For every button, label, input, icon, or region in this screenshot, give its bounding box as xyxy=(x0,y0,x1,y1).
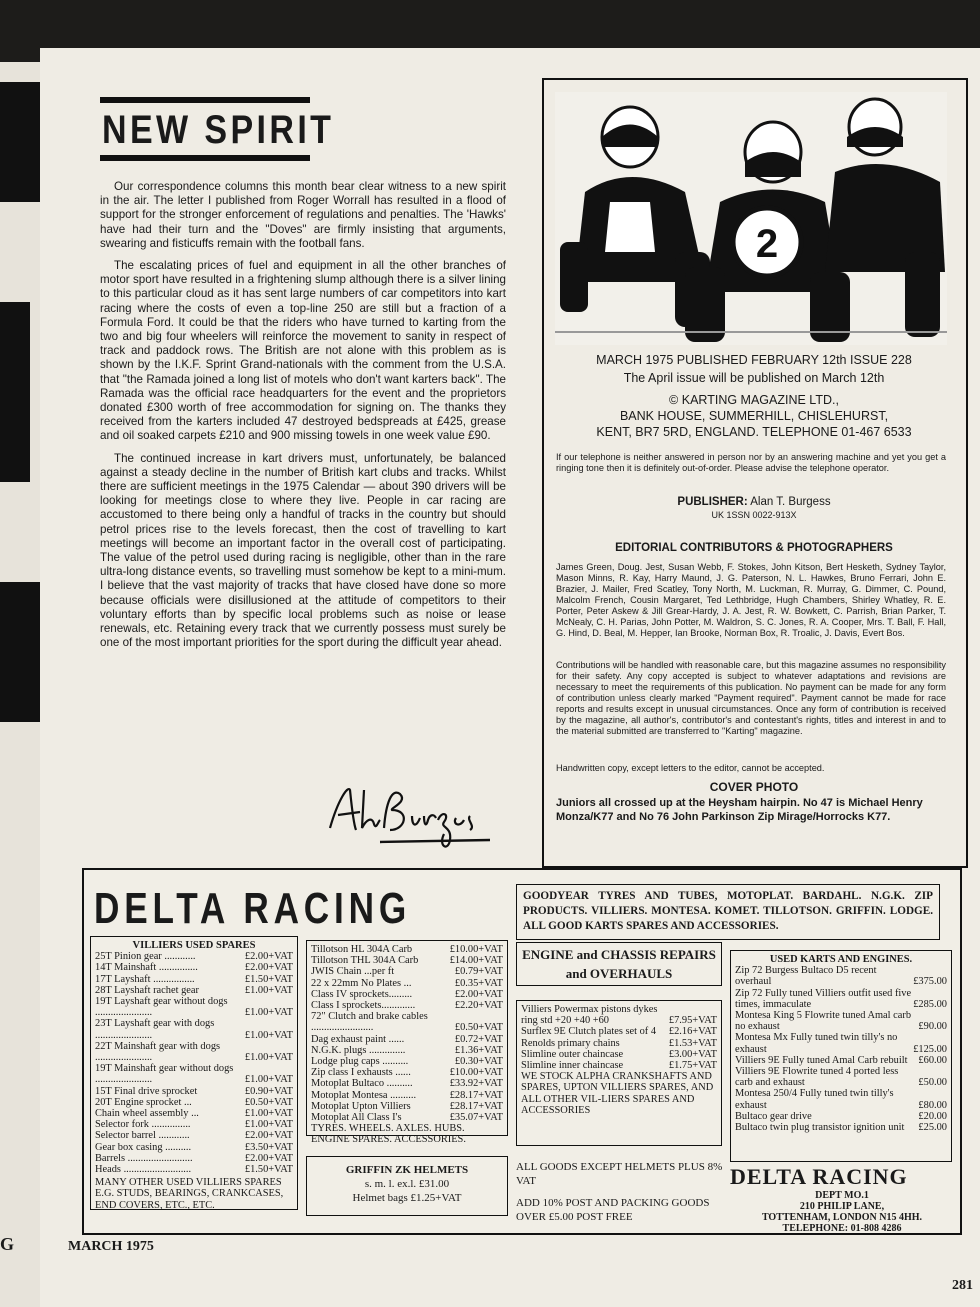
tillotson-item-label: Tillotson HL 304A Carb xyxy=(311,944,413,955)
used-title: USED KARTS AND ENGINES. xyxy=(769,954,913,965)
used-item xyxy=(735,1010,947,1032)
used-item xyxy=(735,1111,947,1122)
villiers-item-price: £1.00+VAT xyxy=(244,1029,293,1041)
phone-note: If our telephone is neither answered in person nor by an answering machine and yet you get a ringing tone then it is definitely out-of-order. Please advise the telephone operator. xyxy=(556,452,946,473)
tillotson-list xyxy=(311,944,503,1123)
villiers-item-price: £1.00+VAT xyxy=(244,1119,293,1131)
tillotson-item xyxy=(311,1056,503,1067)
engine-item-price: £1.53+VAT xyxy=(668,1037,717,1049)
tillotson-item-label: Motoplat Upton Villiers xyxy=(311,1100,411,1112)
tillotson-item-label: Dag exhaust paint ...... xyxy=(311,1033,405,1045)
villiers-item xyxy=(95,996,293,1018)
tillotson-item-price: £10.00+VAT xyxy=(449,1067,503,1079)
villiers-item-price: £1.00+VAT xyxy=(244,1052,293,1064)
villiers-item xyxy=(95,1153,293,1164)
tillotson-item-price: £28.17+VAT xyxy=(449,1100,503,1112)
engine-item-price: £3.00+VAT xyxy=(668,1048,717,1060)
copyright-line: © KARTING MAGAZINE LTD., xyxy=(669,393,839,407)
tillotson-item-label: Lodge plug caps .......... xyxy=(311,1056,409,1068)
used-item-label: Bultaco twin plug transistor ignition unit xyxy=(735,1122,905,1134)
used-item xyxy=(735,1055,947,1066)
tillotson-item-price: £0.72+VAT xyxy=(454,1033,503,1045)
villiers-item xyxy=(95,974,293,985)
headline-rule-top xyxy=(100,97,310,103)
tillotson-item xyxy=(311,978,503,989)
villiers-item xyxy=(95,1130,293,1141)
tillotson-item xyxy=(311,1090,503,1101)
villiers-item-label: 28T Layshaft rachet gear xyxy=(95,984,199,996)
used-item-label: Montesa 250/4 Fully tuned twin tilly's exhaust xyxy=(735,1088,894,1111)
tillotson-item-price: £0.30+VAT xyxy=(454,1056,503,1068)
villiers-item-price: £1.50+VAT xyxy=(244,1164,293,1176)
villiers-item-label: 25T Pinion gear ............ xyxy=(95,951,196,963)
villiers-item-price: £3.50+VAT xyxy=(244,1141,293,1153)
engine-item xyxy=(521,1004,717,1026)
tillotson-item xyxy=(311,1045,503,1056)
villiers-item-label: 22T Mainshaft gear with dogs ...................... xyxy=(95,1040,221,1064)
villiers-item xyxy=(95,1086,293,1097)
dealer-city: TOTTENHAM, LONDON N15 4HH. xyxy=(761,1212,923,1223)
used-item xyxy=(735,1088,947,1110)
engine-item xyxy=(521,1038,717,1049)
used-item-price: £50.00 xyxy=(918,1077,947,1089)
engine-item xyxy=(521,1060,717,1071)
engine-item xyxy=(521,1026,717,1037)
kart-number: 2 xyxy=(755,222,779,266)
engine-item-price: £7.95+VAT xyxy=(668,1015,717,1027)
used-list xyxy=(735,965,947,1133)
villiers-item-price: £2.00+VAT xyxy=(244,962,293,974)
contributors-title: EDITORIAL CONTRIBUTORS & PHOTOGRAPHERS xyxy=(615,542,893,554)
villiers-item-price: £1.00+VAT xyxy=(244,1007,293,1019)
used-item-label: Zip 72 Fully tuned Villiers outfit used five times, immaculate xyxy=(735,987,912,1010)
engine-item-label: Villiers Powermax pistons dykes ring std +20 +40 +60 xyxy=(521,1004,658,1027)
contributors-list: James Green, Doug. Jest, Susan Webb, F. Stokes, John Kitson, Bert Hesketh, Sydney Taylor, Mason Minns, R. Kay, Harry Maund, J. G. Paterson, N. L. Hawkes, Bruno Ferrari, John E. Brazier, J. Mailer, Fred Scatley, Tony North, M. Luckman, R. Murray, G. Dimmer, C. Pound, Malcolm French, Cousin Margaret, Ted Lethbridge, Hugh Chambers, Shirley Whatley, R. E. Porter, Peter Askew & Jill Grear-Hardy, J. A. Jest, R. W. Bowkett, C. Parrish, Brian Parker, T. McNealy, C. H. Parias, John Potter, M. Waldron, S. C. Jones, R. A. Cooper, Mrs. T. Ball, F. Hall, G. Hind, D. Beal, M. Hepper, Ian Brooke, Norman Box, R. Troalic, J. Davis, Evert Bos. xyxy=(556,562,946,638)
villiers-item xyxy=(95,1142,293,1153)
engine-item-label: Renolds primary chains xyxy=(521,1037,620,1049)
editorial-article xyxy=(100,180,506,659)
helmets-box xyxy=(306,1156,508,1216)
engine-item-label: Slimline outer chaincase xyxy=(521,1048,624,1060)
tillotson-item-label: Class IV sprockets......... xyxy=(311,988,413,1000)
tillotson-item-price: £28.17+VAT xyxy=(449,1089,503,1101)
used-item xyxy=(735,965,947,987)
contributions-note: Contributions will be handled with reasonable care, but this magazine assumes no responsibility for their safety. Any copy accepted is subject to whatever adaptations and revisions are necessary to meet the requirements of this publication. No payment can be made for any form of contribution unless clearly marked "Payment required". Payment cannot be made for race reports and results except in unusual circumstances. Once any form of contribution is received by the magazine, all author's, contributor's and contestant's rights, titles and interest in and to the material submitted are transferred to "Karting" magazine. xyxy=(556,660,946,736)
villiers-item xyxy=(95,1108,293,1119)
tillotson-item-price: £1.36+VAT xyxy=(454,1044,503,1056)
tillotson-item-label: Zip class I exhausts ...... xyxy=(311,1067,411,1079)
villiers-item-label: Gear box casing .......... xyxy=(95,1141,192,1153)
villiers-item xyxy=(95,951,293,962)
villiers-item-label: Barrels ......................... xyxy=(95,1152,193,1164)
engine-note: WE STOCK ALPHA CRANKSHAFTS AND SPARES, UPTON VILLIERS SPARES, AND ALL OTHER VIL-LIERS SPARES AND ACCESSORIES xyxy=(521,1071,714,1116)
engine-list xyxy=(521,1004,717,1071)
engine-item-price: £1.75+VAT xyxy=(668,1060,717,1072)
villiers-item-price: £0.50+VAT xyxy=(244,1096,293,1108)
villiers-note: MANY OTHER USED VILLIERS SPARES E.G. STUDS, BEARINGS, CRANKCASES, END COVERS, ETC., ETC. xyxy=(95,1177,284,1211)
villiers-item-label: 19T Mainshaft gear without dogs ...................... xyxy=(95,1063,234,1086)
tillotson-item-label: Class I sprockets............. xyxy=(311,1000,416,1012)
terms-block xyxy=(516,1160,724,1224)
dealer-street: 210 PHILIP LANE, xyxy=(799,1201,885,1212)
handwritten-note: Handwritten copy, except letters to the editor, cannot be accepted. xyxy=(556,763,825,773)
villiers-item-price: £2.00+VAT xyxy=(244,951,293,963)
used-item xyxy=(735,1032,947,1054)
used-item-label: Montesa Mx Fully tuned twin tilly's no exhaust xyxy=(735,1032,898,1055)
tillotson-item-label: Motoplat Montesa .......... xyxy=(311,1089,417,1101)
tillotson-item-label: 72" Clutch and brake cables ........................ xyxy=(311,1011,428,1034)
used-item-label: Villiers 9E Fully tuned Amal Carb rebuilt xyxy=(735,1054,908,1066)
terms-vat: ALL GOODS EXCEPT HELMETS PLUS 8% VAT xyxy=(516,1161,723,1187)
helmets-bags: Helmet bags £1.25+VAT xyxy=(352,1192,462,1204)
tillotson-item-price: £0.79+VAT xyxy=(454,966,503,978)
tillotson-item-label: Motoplat Bultaco .......... xyxy=(311,1078,413,1090)
tillotson-box xyxy=(306,940,508,1146)
villiers-item-price: £1.50+VAT xyxy=(244,973,293,985)
dealer-phone: TELEPHONE: 01-808 4286 xyxy=(782,1223,902,1234)
tillotson-item-label: 22 x 22mm No Plates ... xyxy=(311,977,412,989)
ad-title: DELTA RACING xyxy=(94,884,412,933)
helmets-sizes: s. m. l. ex.l. £31.00 xyxy=(364,1178,450,1190)
used-item-label: Zip 72 Burgess Bultaco D5 recent overhaul xyxy=(735,965,877,988)
left-page-edge xyxy=(0,62,44,1307)
article-paragraph: Our correspondence columns this month bear clear witness to a new spirit in the air. The letter I published from Roger Worrall has resulted in a flood of support for the stronger enforcement of regulations and penalties. The 'Hawks' have had their turn and the "Doves" are firmly insisting that arguments, swearing and fisticuffs remain with the football fans. xyxy=(100,180,506,250)
used-item-price: £25.00 xyxy=(918,1122,947,1134)
tillotson-item xyxy=(311,1112,503,1123)
engine-item-label: Surflex 9E Clutch plates set of 4 xyxy=(521,1026,657,1038)
engine-title-box: ENGINE and CHASSIS REPAIRS and OVERHAULS xyxy=(516,942,722,986)
used-item-price: £80.00 xyxy=(918,1099,947,1111)
villiers-item-price: £2.00+VAT xyxy=(244,1152,293,1164)
used-item xyxy=(735,1066,947,1088)
tillotson-item xyxy=(311,944,503,955)
villiers-item-price: £1.00+VAT xyxy=(244,1108,293,1120)
terms-postage: ADD 10% POST AND PACKING GOODS OVER £5.00 POST FREE xyxy=(516,1197,710,1223)
address-line-2: KENT, BR7 5RD, ENGLAND. TELEPHONE 01-467 6533 xyxy=(596,425,912,439)
used-item xyxy=(735,988,947,1010)
tillotson-item xyxy=(311,1101,503,1112)
tillotson-item-price: £0.50+VAT xyxy=(454,1022,503,1034)
issue-line: MARCH 1975 PUBLISHED FEBRUARY 12th ISSUE 228 xyxy=(596,353,912,367)
page-number: 281 xyxy=(952,1278,973,1293)
used-item-price: £285.00 xyxy=(913,998,947,1010)
dealer-block xyxy=(730,1164,954,1234)
tillotson-item xyxy=(311,989,503,1000)
engine-item xyxy=(521,1049,717,1060)
used-item-price: £90.00 xyxy=(918,1021,947,1033)
article-paragraph: The escalating prices of fuel and equipment in all the other branches of motor sport have resulted in a frightening slump although there is a silver lining to this particular cloud as it has sent large numbers of car competitors into kart racing where the costs of even a top-line 250 are still but a fraction of a Formula Ford. It could be that the riders who have turned to karting from the two and big four wheelers will reinforce the movement to sanity in respect of track and paddock rows. The British are not alone with this problem as is shown by the I.K.F. Sprint Grand-nationals with the comment from the U.S.A. that "the Ramada joined a long list of motels who don't want karters back". The Ramada was the official race headquarters for the event and the proprietors donated £300 worth of free accommodation for signing on. The thanks they received from the karters included 47 destroyed bedspreads at £425, grease and oil soaked carpets £210 and 900 missing towels in one week value £90. xyxy=(100,259,506,443)
villiers-item-label: Heads .......................... xyxy=(95,1164,192,1176)
dealer-dept: DEPT MO.1 xyxy=(815,1190,869,1201)
used-item xyxy=(735,1122,947,1133)
headline: NEW SPIRIT xyxy=(102,108,335,152)
editor-signature xyxy=(320,780,495,860)
villiers-spares-box xyxy=(90,936,298,1210)
tillotson-item xyxy=(311,1078,503,1089)
used-item-price: £60.00 xyxy=(918,1054,947,1066)
engine-item-label: Slimline inner chaincase xyxy=(521,1060,624,1072)
villiers-item xyxy=(95,1097,293,1108)
villiers-item xyxy=(95,985,293,996)
used-item-label: Villiers 9E Flowrite tuned 4 ported less carb and exhaust xyxy=(735,1066,899,1089)
villiers-item xyxy=(95,1063,293,1085)
villiers-list xyxy=(95,951,293,1175)
article-paragraph: The continued increase in kart drivers must, unfortunately, be balanced against a steady decline in the number of British kart clubs and tracks. Whilst there are sufficient meetings in the 1975 Calendar — about 390 drivers will be looking for meetings close to where they live. People in car racing are accustomed to there being only a handful of tracks in the country but should petrol prices rise to the levels forecast, then the cost of travelling to kart meetings will become an important factor in the overall cost of participating. The value of the petrol used during racing is negligible, other than in the rare ultra-long distance events, so travelling must somehow be kept to a mini-mum. I believe that the vast majority of tracks that have closed have done so more because officials were disillusioned at the attitude of competitors to their voluntary efforts than by specific local problems such as noise or lease renewals, etc. Retaining every track that we currently possess must surely be one of the most important priorities for the sport during the difficult year ahead. xyxy=(100,451,506,650)
tillotson-item-price: £0.35+VAT xyxy=(454,977,503,989)
delta-racing-ad xyxy=(82,868,962,1235)
issn-line: UK 1SSN 0022-913X xyxy=(711,510,797,520)
cover-photo-caption: Juniors all crossed up at the Heysham hairpin. No 47 is Michael Henry Monza/K77 and No 76 John Parkinson Zip Mirage/Horrocks K77. xyxy=(556,797,923,823)
used-item-price: £375.00 xyxy=(913,976,947,988)
villiers-item-label: Selector fork ............... xyxy=(95,1119,191,1131)
tillotson-item-label: JWIS Chain ...per ft xyxy=(311,966,395,978)
villiers-item xyxy=(95,1018,293,1040)
villiers-item-label: 17T Layshaft ................ xyxy=(95,973,195,985)
tillotson-item-price: £33.92+VAT xyxy=(449,1078,503,1090)
tillotson-item-label: Tillotson THL 304A Carb xyxy=(311,955,419,967)
villiers-item-price: £2.00+VAT xyxy=(244,1130,293,1142)
tillotson-item-price: £35.07+VAT xyxy=(449,1112,503,1124)
cover-photo-karts xyxy=(555,92,947,345)
cover-photo-title: COVER PHOTO xyxy=(709,780,799,794)
tillotson-item-label: N.G.K. plugs .............. xyxy=(311,1044,406,1056)
villiers-title: VILLIERS USED SPARES xyxy=(132,940,256,951)
used-item-price: £125.00 xyxy=(913,1043,947,1055)
tillotson-item-label: Motoplat All Class I's xyxy=(311,1112,402,1124)
brands-box: GOODYEAR TYRES AND TUBES, MOTOPLAT. BARDAHL. N.G.K. ZIP PRODUCTS. VILLIERS. MONTESA. KOMET. TILLOTSON. GRIFFIN. LODGE. ALL GOOD KARTS SPARES AND ACCESSORIES. xyxy=(516,884,940,940)
tillotson-item xyxy=(311,1034,503,1045)
engine-item-price: £2.16+VAT xyxy=(668,1026,717,1038)
tillotson-note: TYRES. WHEELS. AXLES. HUBS. ENGINE SPARES. ACCESSORIES. xyxy=(311,1123,466,1146)
used-item-label: Bultaco gear drive xyxy=(735,1110,812,1122)
tillotson-item-price: £2.00+VAT xyxy=(454,988,503,1000)
tillotson-item xyxy=(311,966,503,977)
tillotson-item-price: £10.00+VAT xyxy=(449,944,503,955)
tillotson-item xyxy=(311,955,503,966)
villiers-item-label: 20T Engine sprocket ... xyxy=(95,1096,192,1108)
publisher-line xyxy=(555,494,953,510)
used-item-price: £20.00 xyxy=(918,1110,947,1122)
headline-rule-bottom xyxy=(100,155,310,161)
villiers-item xyxy=(95,1041,293,1063)
tillotson-item xyxy=(311,1011,503,1033)
address-line-1: BANK HOUSE, SUMMERHILL, CHISLEHURST, xyxy=(619,409,889,423)
villiers-item-price: £1.00+VAT xyxy=(244,1074,293,1086)
tillotson-item-price: £2.20+VAT xyxy=(454,1000,503,1012)
villiers-item-label: 19T Layshaft gear without dogs ...................... xyxy=(95,996,228,1019)
dealer-name: DELTA RACING xyxy=(730,1164,908,1189)
helmets-title: GRIFFIN ZK HELMETS xyxy=(345,1164,469,1176)
villiers-item-label: Selector barrel ............ xyxy=(95,1130,190,1142)
villiers-item-label: 15T Final drive sprocket xyxy=(95,1085,198,1097)
villiers-item xyxy=(95,962,293,973)
tillotson-item xyxy=(311,1000,503,1011)
villiers-item-label: Chain wheel assembly ... xyxy=(95,1108,199,1120)
next-issue-line: The April issue will be published on March 12th xyxy=(623,371,885,385)
villiers-item-price: £0.90+VAT xyxy=(244,1085,293,1097)
publisher-label: PUBLISHER: xyxy=(677,496,748,508)
engine-items-box xyxy=(516,1000,722,1146)
used-karts-box xyxy=(730,950,952,1162)
tillotson-item-price: £14.00+VAT xyxy=(449,955,503,967)
villiers-item-label: 14T Mainshaft ............... xyxy=(95,962,198,974)
used-item-label: Montesa King 5 Flowrite tuned Amal carb no exhaust xyxy=(735,1010,912,1033)
villiers-item-label: 23T Layshaft gear with dogs ...................... xyxy=(95,1018,215,1041)
publisher-name: Alan T. Burgess xyxy=(750,496,831,508)
villiers-item-price: £1.00+VAT xyxy=(244,984,293,996)
villiers-item xyxy=(95,1119,293,1130)
villiers-item xyxy=(95,1164,293,1175)
left-page-footer: G xyxy=(0,1234,15,1254)
footer-month: MARCH 1975 xyxy=(68,1239,154,1254)
tillotson-item xyxy=(311,1067,503,1078)
